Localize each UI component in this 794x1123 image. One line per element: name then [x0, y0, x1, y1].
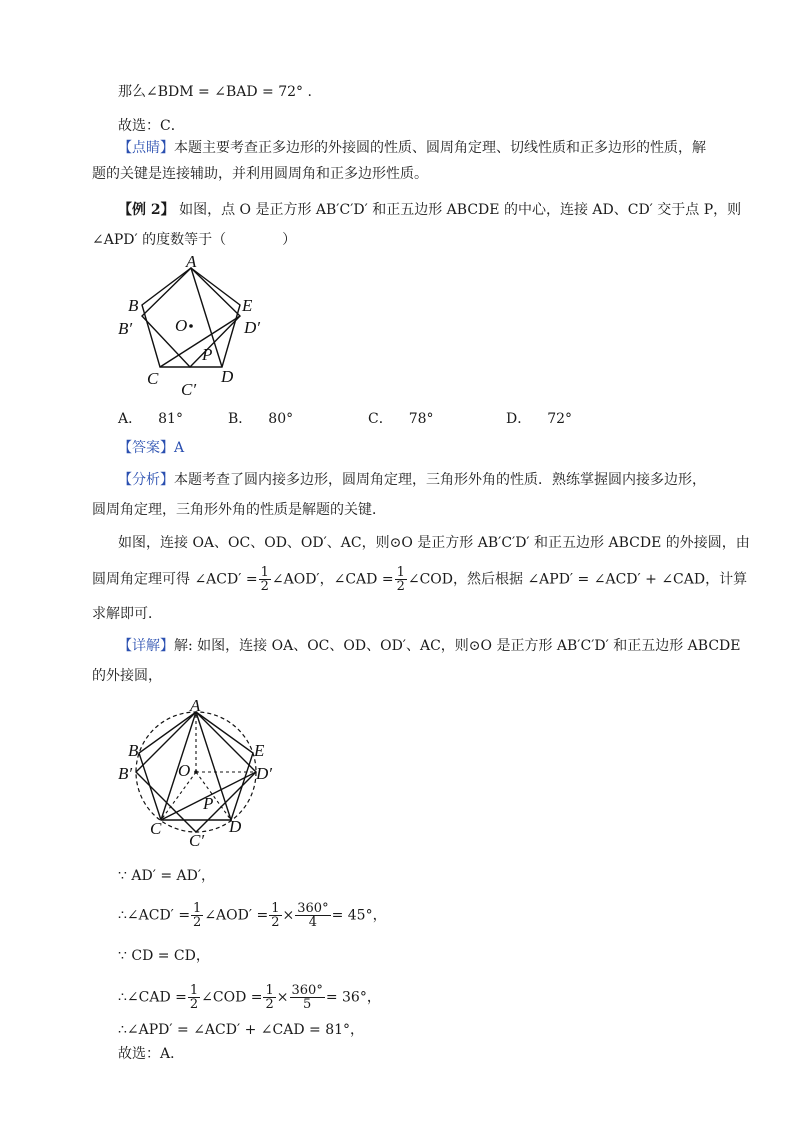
label-C-prime: C′ [181, 380, 197, 399]
step-line: ∵ CD = CD， [118, 948, 210, 964]
option-d: D． 72° [506, 411, 573, 427]
option-c: C． 78° [368, 411, 434, 427]
step-line: ∴∠APD′ = ∠ACD′ + ∠CAD = 81°， [118, 1022, 365, 1038]
analysis-text: 本题考查了圆内接多边形，圆周角定理，三角形外角的性质．熟练掌握圆内接多边形， [174, 472, 706, 488]
detail-text: 的外接圆， [92, 668, 162, 684]
analysis-tag: 【分析】 [118, 472, 174, 488]
analysis-formula-line: 圆周角定理可得 ∠ACD′ = $\frac{1}{2}$ ∠AOD′，∠CAD = $\frac{1}{2}$ ∠COD，然后根据 ∠APD′ = ∠ACD′ + ∠CAD，计算 [92, 565, 748, 594]
figure-square-pentagon [112, 254, 282, 400]
detail-tag: 【详解】 [118, 638, 174, 654]
analysis-paragraph [118, 470, 706, 490]
example-tag: 【例 2】 [118, 202, 175, 218]
comment-paragraph [118, 138, 706, 158]
text-line: 那么∠BDM = ∠BAD = 72° . [118, 84, 312, 100]
answer-value: A [174, 440, 185, 456]
label-C: C [150, 819, 162, 838]
example-text: ∠APD′ 的度数等于（ ） [92, 232, 297, 248]
analysis-text: 圆周角定理，三角形外角的性质是解题的关键． [92, 502, 386, 518]
label-O: O [178, 761, 191, 780]
label-C-prime: C′ [189, 831, 205, 848]
example-title [118, 200, 741, 220]
fraction-360-over-4: $\frac{360^\circ}{4}$ [297, 901, 329, 930]
fraction-half: $\frac{1}{2}$ [265, 983, 274, 1012]
label-B: B [128, 741, 139, 760]
fraction-half: $\frac{1}{2}$ [271, 901, 280, 930]
figure-circumscribed-circle [112, 696, 282, 848]
label-D-prime: D′ [244, 318, 260, 337]
label-B-prime: B′ [118, 319, 133, 338]
fraction-half: $\frac{1}{2}$ [396, 565, 405, 594]
answer-line [118, 438, 184, 458]
label-D-prime: D′ [256, 764, 272, 783]
fraction-half: $\frac{1}{2}$ [189, 983, 199, 1012]
step-line: ∵ AD′ = AD′， [118, 868, 216, 884]
label-A: A [186, 254, 197, 271]
example-text: 如图，点 O 是正方形 AB′C′D′ 和正五边形 ABCDE 的中心，连接 AD、CD′ 交于点 P，则 [179, 202, 742, 218]
detail-paragraph [118, 636, 741, 656]
fraction-half: $\frac{1}{2}$ [193, 901, 202, 930]
label-B: B [128, 296, 139, 315]
detail-text: 解: 如图，连接 OA、OC、OD、OD′、AC，则⊙O 是正方形 AB′C′D′ 和正五边形 ABCDE [174, 638, 741, 654]
label-O: O [175, 316, 188, 335]
step-line: 故选：A． [118, 1046, 185, 1062]
comment-text: 本题主要考查正多边形的外接圆的性质、圆周角定理、切线性质和正多边形的性质，解 [174, 140, 706, 156]
step-formula-line: ∴∠ACD′ = $\frac{1}{2}$ ∠AOD′ = $\frac{1}{2}$ × $\frac{360^\circ}{4}$ = 45°， [118, 901, 387, 930]
fraction-360-over-5: $\frac{360^\circ}{5}$ [291, 983, 323, 1012]
analysis-text: 求解即可． [92, 606, 162, 622]
label-E: E [242, 296, 253, 315]
analysis-text: 如图，连接 OA、OC、OD、OD′、AC，则⊙O 是正方形 AB′C′D′ 和正五边形 ABCDE 的外接圆，由 [118, 535, 750, 551]
label-E: E [254, 741, 265, 760]
label-D: D [221, 367, 234, 386]
label-C: C [147, 369, 159, 388]
option-a: A． 81° [118, 411, 183, 427]
fraction-half: $\frac{1}{2}$ [260, 565, 269, 594]
label-P: P [202, 345, 213, 364]
label-B-prime: B′ [118, 764, 133, 783]
text-line: 故选：C． [118, 118, 185, 134]
comment-text: 题的关键是连接辅助，并利用圆周角和正多边形性质。 [92, 166, 428, 182]
label-D: D [229, 817, 242, 836]
label-P: P [203, 794, 214, 813]
answer-tag: 【答案】 [118, 440, 174, 456]
option-b: B． 80° [228, 411, 294, 427]
comment-tag: 【点睛】 [118, 140, 174, 156]
step-formula-line: ∴∠CAD = $\frac{1}{2}$ ∠COD = $\frac{1}{2}$ × $\frac{360^\circ}{5}$ = 36°， [118, 983, 381, 1012]
label-A: A [190, 696, 201, 715]
